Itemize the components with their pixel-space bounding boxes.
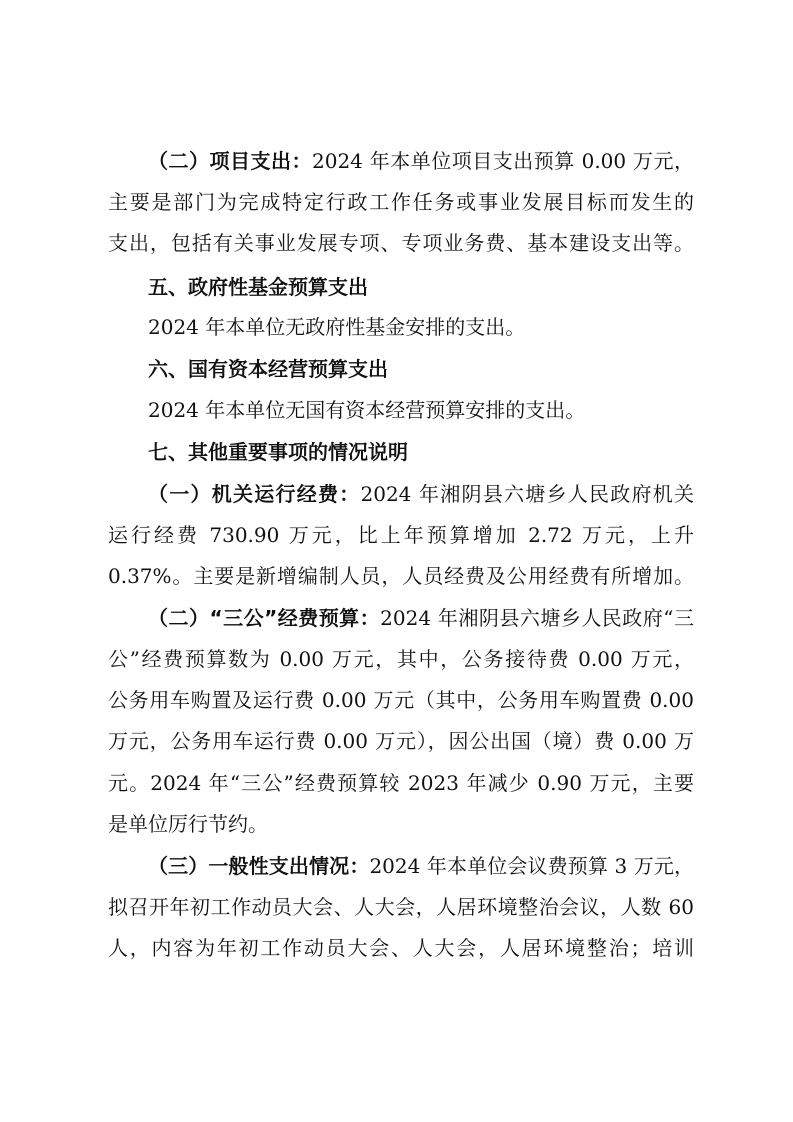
body-text: 2024 年湘阴县六塘乡人民政府机关 [360,482,694,506]
bold-lead: （一）机关运行经费： [148,482,361,506]
bold-lead: （二）项目支出： [148,149,312,173]
bold-lead: （二）“三公”经费预算： [148,606,381,630]
paragraph-operating-expenses [148,480,694,508]
text-line: 公务用车购置及运行费 0.00 万元（其中，公务用车购置费 0.00 [108,688,694,712]
text-line: 2024 年本单位无政府性基金安排的支出。 [148,315,526,339]
body-text: 2024 年本单位项目支出预算 0.00 万元， [312,149,694,173]
section-heading-gov-fund: 五、政府性基金预算支出 [148,275,368,299]
body-text: 2024 年本单位会议费预算 3 万元， [369,854,694,878]
text-line: 元。2024 年“三公”经费预算较 2023 年减少 0.90 万元，主要 [108,771,694,795]
text-line: 是单位厉行节约。 [108,812,268,836]
text-line: 运行经费 730.90 万元，比上年预算增加 2.72 万元，上升 [108,523,694,547]
text-line: 主要是部门为完成特定行政工作任务或事业发展目标而发生的 [108,190,694,214]
text-line: 人，内容为年初工作动员大会、人大会，人居环境整治；培训 [108,936,694,960]
text-line: 0.37%。主要是新增编制人员，人员经费及公用经费有所增加。 [108,564,694,588]
paragraph-project-expenditure [148,147,694,175]
section-heading-other-matters: 七、其他重要事项的情况说明 [148,440,408,464]
text-line: 公”经费预算数为 0.00 万元，其中，公务接待费 0.00 万元， [108,647,694,671]
text-line: 支出，包括有关事业发展专项、专项业务费、基本建设支出等。 [108,231,694,255]
text-line: 2024 年本单位无国有资本经营预算安排的支出。 [148,398,586,422]
body-text: 2024 年湘阴县六塘乡人民政府“三 [380,606,694,630]
text-line: 万元，公务用车运行费 0.00 万元），因公出国（境）费 0.00 万 [108,729,694,753]
section-heading-state-capital: 六、国有资本经营预算支出 [148,357,388,381]
paragraph-general-expenditure [148,852,694,880]
text-line: 拟召开年初工作动员大会、人大会，人居环境整治会议，人数 60 [108,895,694,919]
paragraph-three-public-expenses [148,604,694,632]
bold-lead: （三）一般性支出情况： [148,854,370,878]
